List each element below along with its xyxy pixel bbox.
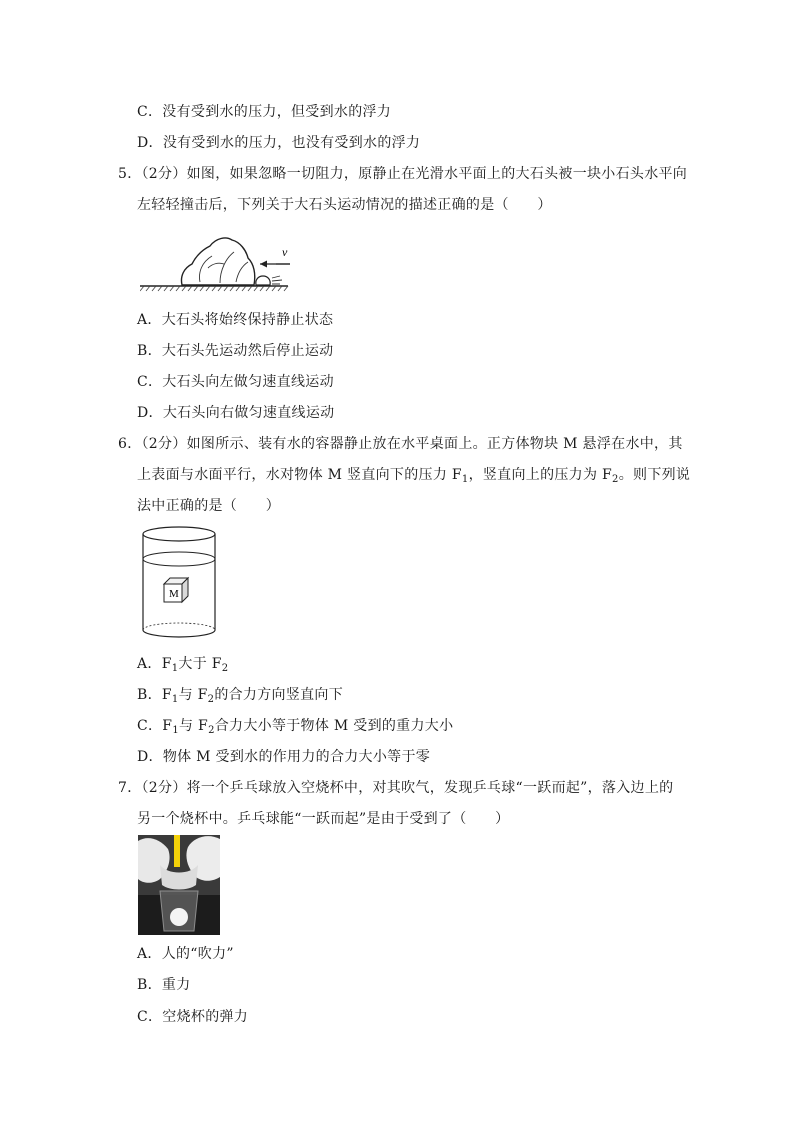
q6-option-a: A．$F_1$大于 $F_2$ (137, 656, 229, 674)
q5-option-a: A．大石头将始终保持静止状态 (137, 312, 334, 328)
q7-stem-line2: 另一个烧杯中。乒乓球能“一跃而起”是由于受到了（ ） (137, 811, 510, 827)
q7-option-b: B．重力 (137, 977, 191, 993)
q5-stem-line1: 5．（2分）如图，如果忽略一切阻力，原静止在光滑水平面上的大石头被一块小石头水平向 (118, 166, 688, 182)
q7-stem-line1: 7．（2分）将一个乒乓球放入空烧杯中，对其吹气，发现乒乓球“一跃而起”，落入边上的 (118, 780, 674, 796)
q5-stem-line2: 左轻轻撞击后，下列关于大石头运动情况的描述正确的是（ ） (137, 197, 552, 213)
q5-option-d: D．大石头向右做匀速直线运动 (137, 405, 335, 421)
q5-rock-figure (140, 228, 290, 294)
q4-option-d: D．没有受到水的压力，也没有受到水的浮力 (137, 135, 421, 151)
cube-label: M (169, 588, 179, 600)
q6-stem-line3: 法中正确的是（ ） (137, 498, 280, 514)
q7-photo (138, 835, 220, 935)
q6-option-c: C．$F_1$与 $F_2$合力大小等于物体 M 受到的重力大小 (137, 718, 454, 736)
q4-option-c: C．没有受到水的压力，但受到水的浮力 (137, 104, 392, 120)
ping-pong-ball (170, 908, 188, 926)
q6-container-figure (140, 524, 220, 642)
q6-option-d: D．物体 M 受到水的作用力的合力大小等于零 (137, 749, 431, 765)
water-surface (143, 552, 215, 566)
cube-m (164, 578, 188, 602)
q7-option-c: C．空烧杯的弹力 (137, 1009, 249, 1025)
big-rock (181, 238, 254, 285)
straw (174, 835, 180, 867)
container-rim (143, 527, 215, 541)
q6-stem-line2: 上表面与水面平行，水对物体 M 竖直向下的压力 $F_1$，竖直向上的压力为 $F_2$。则下列说 (137, 467, 691, 485)
small-rock (256, 276, 270, 285)
q6-option-b: B．$F_1$与 $F_2$的合力方向竖直向下 (137, 687, 344, 705)
q7-option-a: A．人的“吹力” (137, 946, 234, 962)
q5-option-c: C．大石头向左做匀速直线运动 (137, 374, 334, 390)
q5-option-b: B．大石头先运动然后停止运动 (137, 343, 334, 359)
q6-stem-line1: 6．（2分）如图所示、装有水的容器静止放在水平桌面上。正方体物块 M 悬浮在水中，其 (118, 436, 683, 452)
velocity-label: v (282, 245, 288, 259)
